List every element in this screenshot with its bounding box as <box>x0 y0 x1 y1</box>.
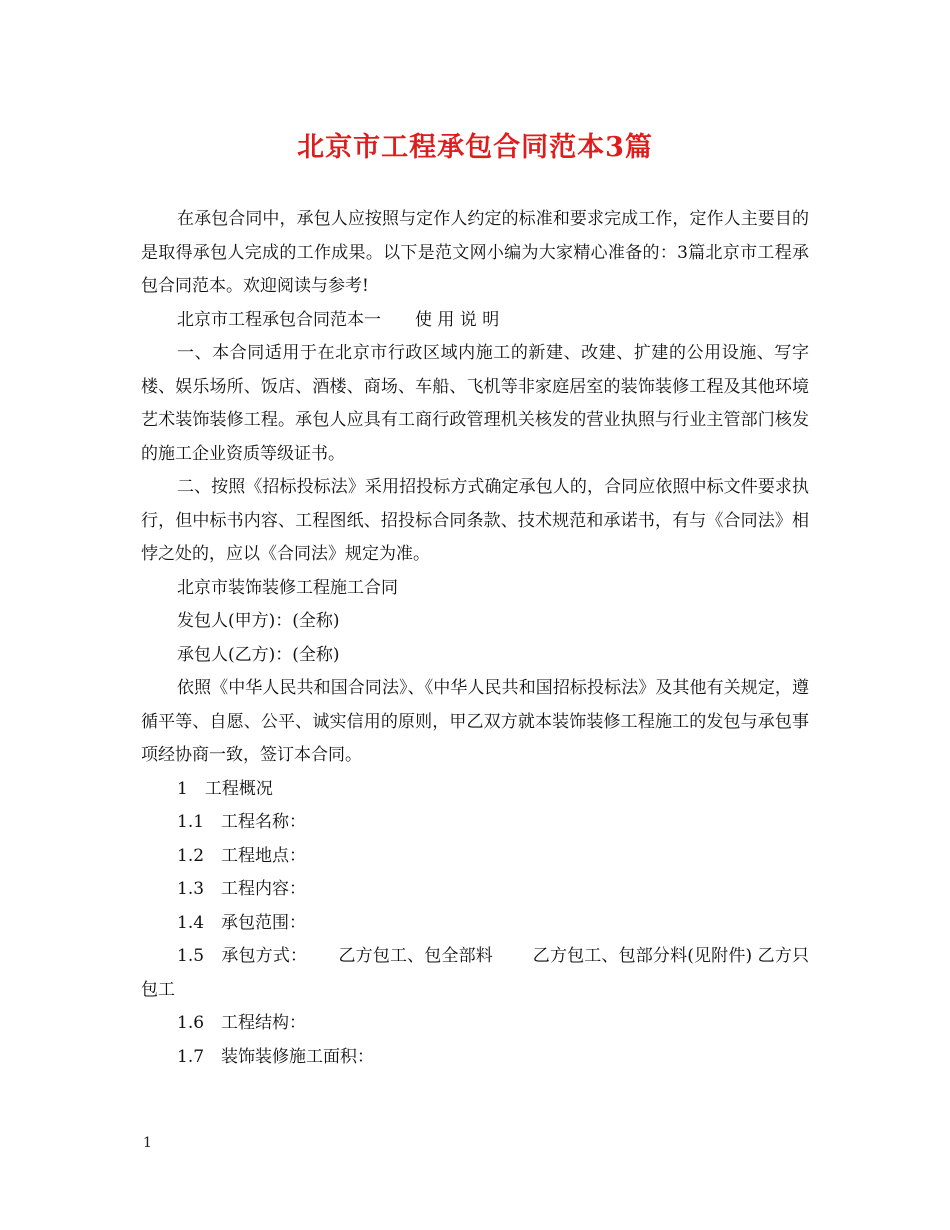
item-1-7: 1.7 装饰装修施工面积： <box>177 1046 375 1067</box>
item-1-1: 1.1 工程名称： <box>177 812 307 832</box>
document-title: 北京市工程承包合同范本3篇 <box>297 132 653 163</box>
item-1-3: 1.3 工程内容： <box>177 879 307 899</box>
party-a-line: 发包人(甲方)：(全称) <box>177 611 340 631</box>
usage-clause-2: 二、按照《招标投标法》采用招投标方式确定承包人的，合同应依照中标文件要求执行，但中标书内容、工程图纸、招投标合同条款、技术规范和承诺书，有与《合同法》相悖之处的，应以《合同法》规定为准。 <box>141 477 809 564</box>
preamble-paragraph: 依照《中华人民共和国合同法》、《中华人民共和国招标投标法》及其他有关规定，遵循平等、自愿、公平、诚实信用的原则，甲乙双方就本装饰装修工程施工的发包与承包事项经协商一致，签订本合同。 <box>141 678 809 765</box>
document-body <box>141 203 809 1074</box>
item-1-4: 1.4 承包范围： <box>177 912 307 933</box>
usage-clause-1: 一、本合同适用于在北京市行政区域内施工的新建、改建、扩建的公用设施、写字楼、娱乐场所、饭店、酒楼、商场、车船、飞机等非家庭居室的装饰装修工程及其他环境艺术装饰装修工程。承包人应具有工商行政管理机关核发的营业执照与行业主管部门核发的施工企业资质等级证书。 <box>141 343 809 464</box>
page-number: 1 <box>143 1135 152 1151</box>
item-1-5: 1.5 承包方式： 乙方包工、包全部料 乙方包工、包部分料(见附件) 乙方只包工 <box>141 946 809 1000</box>
section-1-heading: 1 工程概况 <box>177 778 273 799</box>
item-1-6: 1.6 工程结构： <box>177 1013 307 1033</box>
item-1-2: 1.2 工程地点： <box>177 845 307 866</box>
section-heading-usage: 北京市工程承包合同范本一 使 用 说 明 <box>177 309 500 330</box>
party-b-line: 承包人(乙方)：(全称) <box>177 644 340 665</box>
intro-paragraph: 在承包合同中，承包人应按照与定作人约定的标准和要求完成工作，定作人主要目的是取得承包人完成的工作成果。以下是范文网小编为大家精心准备的：3篇北京市工程承包合同范本。欢迎阅读与参考! <box>141 209 809 296</box>
contract-title: 北京市装饰装修工程施工合同 <box>177 577 398 598</box>
